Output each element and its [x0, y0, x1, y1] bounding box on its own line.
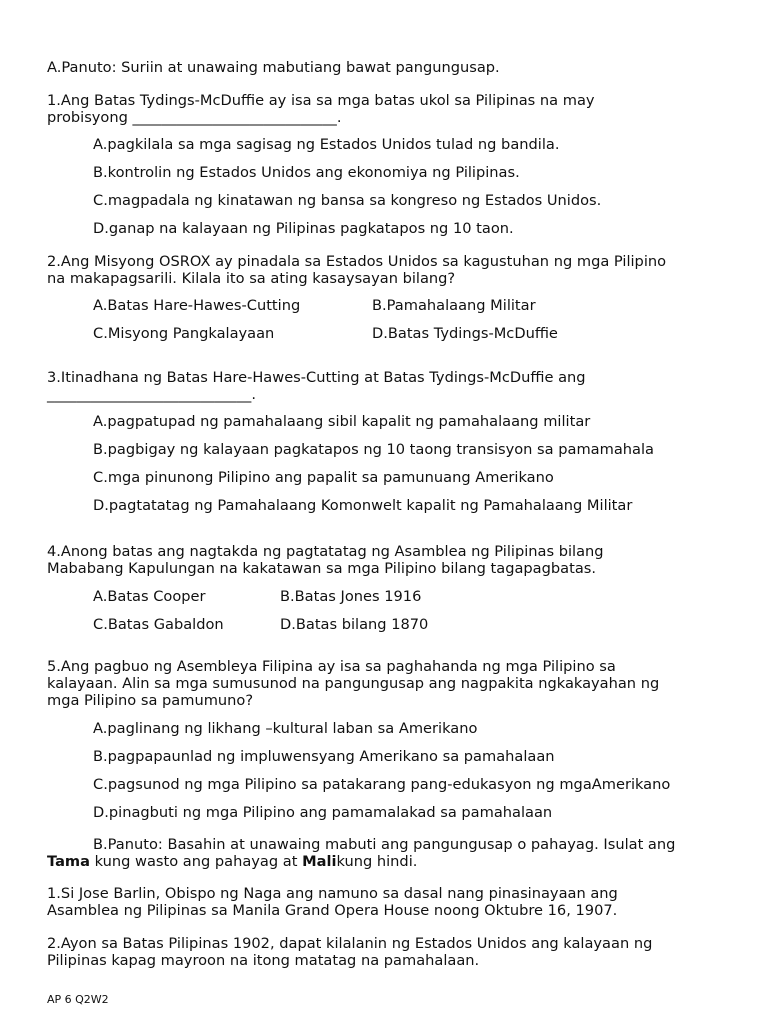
- q4-choice-c: C.Batas Gabaldon: [93, 616, 224, 633]
- q2-choice-a: A.Batas Hare-Hawes-Cutting: [93, 297, 301, 314]
- q4-stem-line-1: 4.Anong batas ang nagtakda ng pagtatatag ng Asamblea ng Pilipinas bilang: [47, 543, 604, 560]
- q1-choice-b: B.kontrolin ng Estados Unidos ang ekonomiya ng Pilipinas.: [93, 164, 520, 181]
- q5-stem-line-2: kalayaan. Alin sa mga sumusunod na pangungusap ang nagpakita ngkakayahan ng: [47, 675, 660, 692]
- tama-keyword: Tama: [47, 853, 90, 870]
- q5-stem-line-3: mga Pilipino sa pamumuno?: [47, 692, 254, 709]
- q5-choice-a: A.paglinang ng likhang –kultural laban sa Amerikano: [93, 720, 478, 737]
- part-b-instruction-mid: kung wasto ang pahayag at: [89, 853, 303, 870]
- q2-choice-c: C.Misyong Pangkalayaan: [93, 325, 275, 342]
- q2-choice-b: B.Pamahalaang Militar: [372, 297, 536, 314]
- mali-keyword: Mali: [302, 853, 337, 870]
- q3-choice-b: B.pagbigay ng kalayaan pagkatapos ng 10 taong transisyon sa pamamahala: [93, 441, 654, 458]
- part-b-instruction-line-2: [47, 853, 417, 870]
- q2-choice-d: D.Batas Tydings-McDuffie: [372, 325, 558, 342]
- q3-choice-d: D.pagtatatag ng Pamahalaang Komonwelt kapalit ng Pamahalaang Militar: [93, 497, 633, 514]
- part-b-instruction-line-1: B.Panuto: Basahin at unawaing mabuti ang pangungusap o pahayag. Isulat ang: [93, 836, 676, 853]
- b-item-1-line-1: 1.Si Jose Barlin, Obispo ng Naga ang namuno sa dasal nang pinasinayaan ang: [47, 885, 618, 902]
- q1-stem-line-1: 1.Ang Batas Tydings-McDuffie ay isa sa mga batas ukol sa Pilipinas na may: [47, 92, 595, 109]
- q1-choice-d: D.ganap na kalayaan ng Pilipinas pagkatapos ng 10 taon.: [93, 220, 514, 237]
- part-b-instruction-end: kung hindi.: [336, 853, 418, 870]
- q1-choice-a: A.pagkilala sa mga sagisag ng Estados Unidos tulad ng bandila.: [93, 136, 560, 153]
- page-footer: AP 6 Q2W2: [47, 993, 109, 1006]
- q5-choice-b: B.pagpapaunlad ng impluwensyang Amerikano sa pamahalaan: [93, 748, 555, 765]
- q5-choice-d: D.pinagbuti ng mga Pilipino ang pamamalakad sa pamahalaan: [93, 804, 553, 821]
- q5-choice-c: C.pagsunod ng mga Pilipino sa patakarang pang-edukasyon ng mgaAmerikano: [93, 776, 671, 793]
- q3-choice-c: C.mga pinunong Pilipino ang papalit sa pamunuang Amerikano: [93, 469, 554, 486]
- q2-stem-line-2: na makapagsarili. Kilala ito sa ating kasaysayan bilang?: [47, 270, 456, 287]
- q4-stem-line-2: Mababang Kapulungan na kakatawan sa mga Pilipino bilang tagapagbatas.: [47, 560, 597, 577]
- b-item-1-line-2: Asamblea ng Pilipinas sa Manila Grand Opera House noong Oktubre 16, 1907.: [47, 902, 618, 919]
- q4-choice-d: D.Batas bilang 1870: [280, 616, 429, 633]
- b-item-2-line-2: Pilipinas kapag mayroon na itong matatag na pamahalaan.: [47, 952, 480, 969]
- q1-choice-c: C.magpadala ng kinatawan ng bansa sa kongreso ng Estados Unidos.: [93, 192, 602, 209]
- q1-stem-line-2: probisyong ____________________________.: [47, 109, 342, 126]
- q3-stem-line-2: ____________________________.: [47, 386, 256, 403]
- q3-stem-line-1: 3.Itinadhana ng Batas Hare-Hawes-Cutting at Batas Tydings-McDuffie ang: [47, 369, 586, 386]
- q5-stem-line-1: 5.Ang pagbuo ng Asembleya Filipina ay isa sa paghahanda ng mga Pilipino sa: [47, 658, 616, 675]
- q4-choice-b: B.Batas Jones 1916: [280, 588, 422, 605]
- q2-stem-line-1: 2.Ang Misyong OSROX ay pinadala sa Estados Unidos sa kagustuhan ng mga Pilipino: [47, 253, 667, 270]
- q4-choice-a: A.Batas Cooper: [93, 588, 206, 605]
- q3-choice-a: A.pagpatupad ng pamahalaang sibil kapalit ng pamahalaang militar: [93, 413, 591, 430]
- part-a-instruction: A.Panuto: Suriin at unawaing mabutiang bawat pangungusap.: [47, 59, 500, 76]
- b-item-2-line-1: 2.Ayon sa Batas Pilipinas 1902, dapat kilalanin ng Estados Unidos ang kalayaan ng: [47, 935, 653, 952]
